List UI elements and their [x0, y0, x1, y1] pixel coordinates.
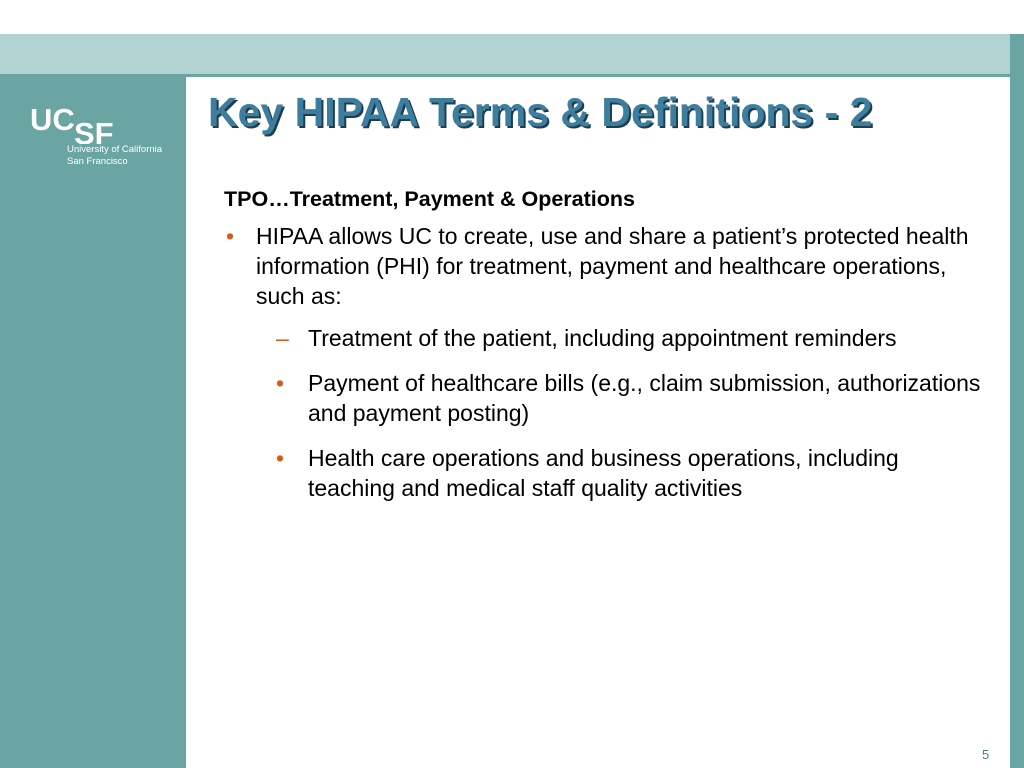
- bullet-text: HIPAA allows UC to create, use and share a patient’s protected health information (PHI) for treatment, payment and healthcare operations, such as:: [256, 223, 969, 309]
- logo-university-line: University of California: [67, 144, 163, 155]
- ucsf-logo-mark: [30, 100, 130, 144]
- bullet-marker: •: [226, 223, 235, 249]
- top-band: [0, 34, 1010, 74]
- sub-bullet-text: Health care operations and business operations, including teaching and medical staff quality activities: [308, 445, 899, 501]
- sub-bullet-text: Treatment of the patient, including appointment reminders: [308, 325, 897, 351]
- sub-bullet-text: Payment of healthcare bills (e.g., claim submission, authorizations and payment posting): [308, 370, 981, 426]
- left-sidebar-band: [0, 74, 186, 768]
- svg-text:UC: UC: [30, 102, 75, 137]
- bullet-marker: •: [276, 370, 285, 396]
- header-rule: [186, 74, 1010, 77]
- section-subheading: TPO…Treatment, Payment & Operations: [224, 187, 635, 211]
- sub-bullet-item: [224, 443, 984, 503]
- dash-marker: –: [276, 325, 289, 351]
- bullet-item: [224, 221, 984, 311]
- logo-city-line: San Francisco: [67, 156, 128, 167]
- ucsf-logo: [30, 100, 170, 170]
- bullet-marker: •: [276, 445, 285, 471]
- slide-title: Key HIPAA Terms & Definitions - 2: [208, 89, 873, 135]
- svg-text:SF: SF: [74, 116, 114, 144]
- sub-bullet-item: [224, 368, 984, 428]
- right-border-band: [1010, 34, 1024, 768]
- page-number: 5: [982, 747, 990, 762]
- slide-content: [224, 183, 984, 518]
- sub-bullet-item: [224, 323, 984, 353]
